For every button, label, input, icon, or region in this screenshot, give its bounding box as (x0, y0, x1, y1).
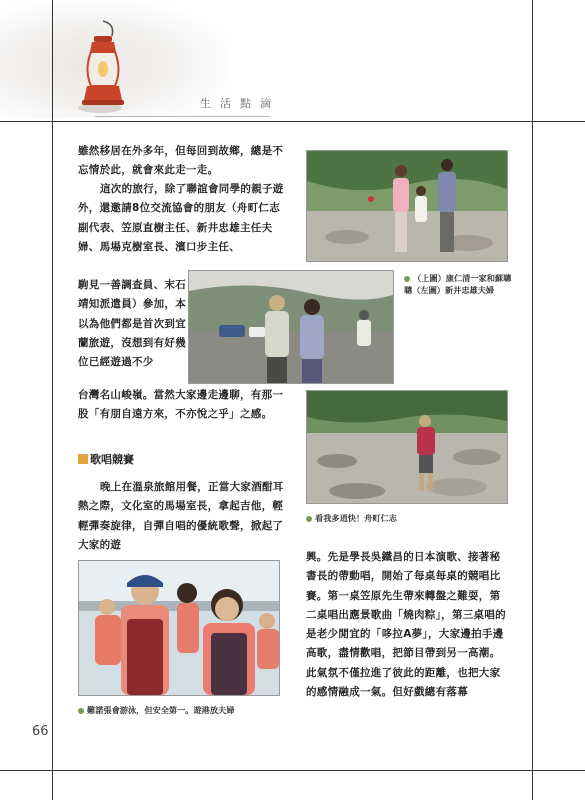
caption-photo4: 難諾張會游泳，但安全第一。遊港放夫婦 (78, 704, 298, 716)
paragraph-1: 雖然移居在外多年，但每回到故鄉，總是不忘情於此，就會來此走一走。 (78, 145, 284, 177)
caption-photo1-photo2: （上圖）康仁清一家和蘇聰聰（左圖）新井忠雄夫婦 (404, 273, 512, 295)
paragraph-4: 興。先是學長吳鐵昌的日本演歌、接著秘書長的帶動唱，開始了每桌每桌的競唱比賽。第一桌笠原先生帶來轉盤之難耍，第二桌唱出應景歌曲「燒肉粽」，第三桌唱的是老少閒宜的「哆拉A夢」，大家邊拍手邊高歌，盡情歡唱，把節目帶到另一高潮。此氣氛不僅拉進了彼此的距離，也把大家的感情融成一氣。但好戲總有落幕 (306, 551, 506, 699)
paragraph-2a: 這次的旅行，除了聯誼會同學的親子遊外，還邀請8位交流協會的朋友（舟町仁志副代表、笠原直樹主任、新井忠雄主任夫婦、馬場克樹室長、濱口步主任、 (78, 183, 284, 253)
photo-couple (188, 270, 394, 384)
caption-bullet-icon (404, 276, 410, 282)
photo-family-riverbed (306, 150, 508, 262)
page-number: 66 (32, 724, 49, 739)
paragraph-3: 晚上在溫泉旅館用餐，正當大家酒酣耳熱之際，文化室的馬場室長，拿起吉他，輕輕彈奏旋律，自彈自唱的優統歌聲，掀起了大家的遊 (78, 481, 284, 551)
bottom-rule (0, 770, 585, 771)
left-vertical-rule (52, 0, 53, 800)
lantern-icon (78, 18, 128, 114)
header-divider (95, 116, 270, 117)
photo-life-jackets-boat (78, 560, 280, 696)
caption-bullet-icon (306, 516, 312, 522)
caption-bullet-icon (78, 708, 84, 714)
section-heading: 歌唱競賽 (78, 451, 134, 467)
top-rule (0, 121, 585, 122)
heading-marker (78, 454, 88, 464)
section-title: 生活點滴 (200, 97, 280, 110)
paragraph-2b: 駒見一善調查員、末石靖知派遣員）參加，本以為他們都是首次到宜蘭旅遊，沒想到有好幾位已經遊過不少 (78, 279, 186, 369)
paragraph-2c: 台灣名山峻嶺。當然大家邊走邊聊，有那一股「有朋自遠方來，不亦悅之乎」之感。 (78, 389, 284, 421)
photo-man-river-rocks (306, 390, 508, 504)
right-vertical-rule (532, 0, 533, 800)
caption-photo3: 看我多逍快！舟町仁志 (306, 512, 506, 524)
